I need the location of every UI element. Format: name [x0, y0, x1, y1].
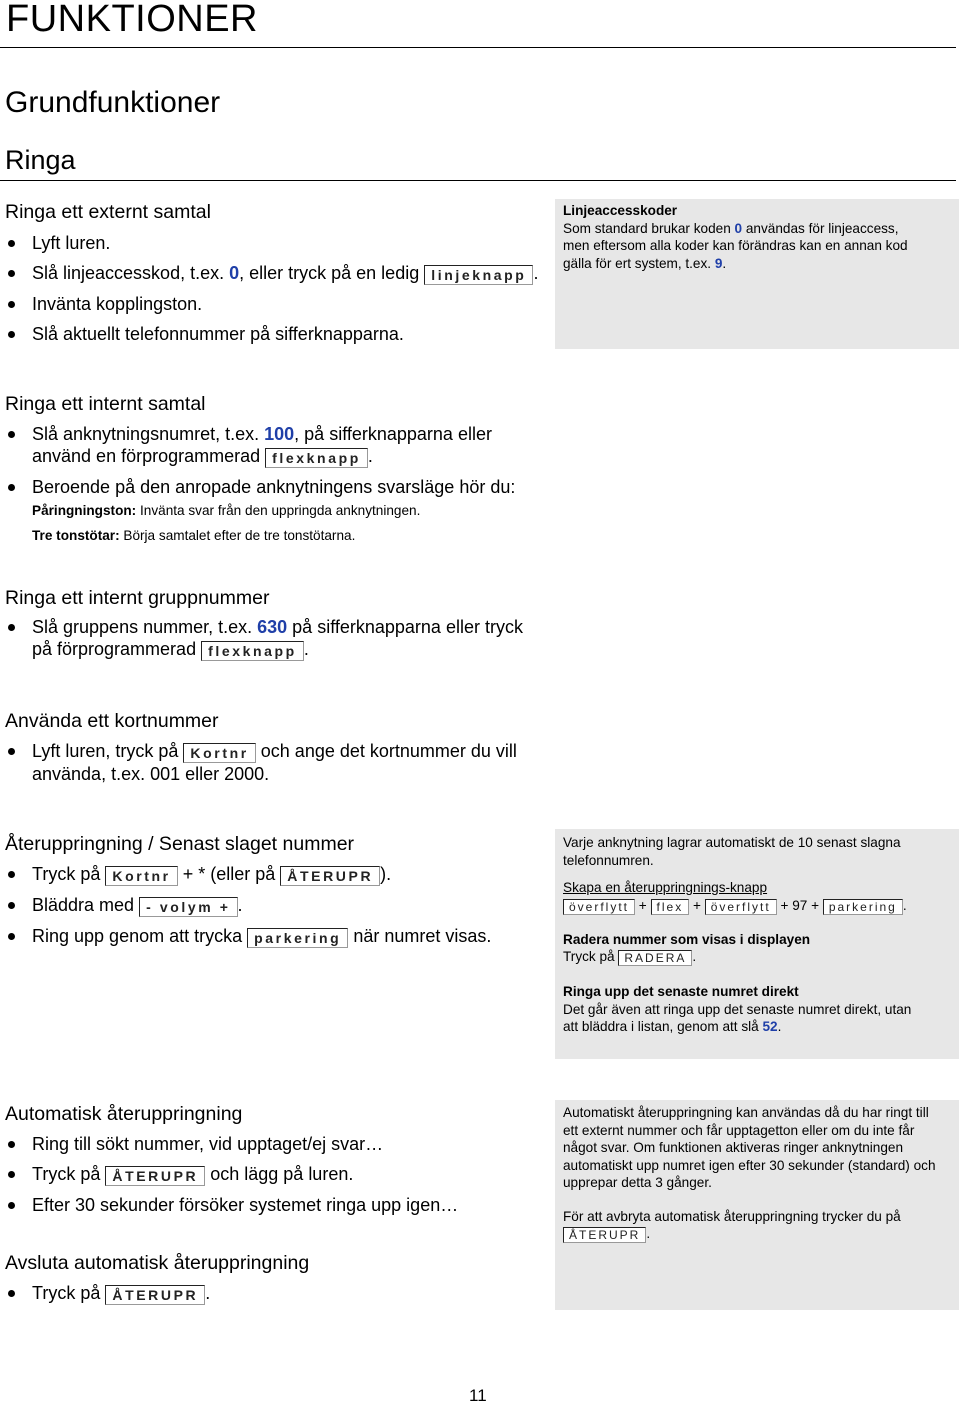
- list-item: Ring till sökt nummer, vid upptaget/ej svar…: [5, 1133, 458, 1155]
- external-call-list: [5, 232, 538, 353]
- short-number-heading: Använda ett kortnummer: [5, 710, 219, 732]
- auto-redial-list: [5, 1133, 458, 1224]
- list-item: Slå gruppens nummer, t.ex. 630 på sifferknapparna eller tryck på förprogrammerad flexknapp .: [5, 616, 523, 661]
- short-number-list: [5, 740, 517, 793]
- aterupr-key: ÅTERUPR: [105, 1285, 205, 1305]
- title-rule: [0, 47, 956, 48]
- flexknapp-key: flexknapp: [201, 641, 304, 661]
- flexknapp-key: flexknapp: [265, 448, 368, 468]
- list-item: Lyft luren.: [5, 232, 538, 254]
- overflytt-key: överflytt: [705, 899, 777, 915]
- list-item: Bläddra med - volym + .: [5, 894, 491, 917]
- internal-call-list: [5, 423, 515, 506]
- list-item: Slå linjeaccesskod, t.ex. 0, eller tryck på en ledig linjeknapp .: [5, 262, 538, 285]
- aterupr-key: ÅTERUPR: [105, 1166, 205, 1186]
- line-access-note: Linjeaccesskoder Som standard brukar koden 0 användas för linjeaccess, men eftersom alla koder kan förändras kan en annan kod gälla för ert system, t.ex. 9.: [555, 199, 959, 349]
- redial-heading: Återuppringning / Senast slaget nummer: [5, 833, 355, 855]
- aterupr-key: ÅTERUPR: [563, 1227, 646, 1243]
- list-item: Tryck på ÅTERUPR .: [5, 1282, 210, 1305]
- list-item: Beroende på den anropade anknytningens svarsläge hör du:: [5, 476, 515, 498]
- redial-note: Varje anknytning lagrar automatiskt de 10 senast slagna telefonnumren. Skapa en återuppringnings-knapp överflytt + flex + överflytt + 97 + parkering . Radera nummer som visas i displayen Tryck på RADERA . Ringa upp det senaste numret direkt Det går även att ringa upp det senaste numret direkt, utan att bläddra i listan, genom att slå 52.: [555, 829, 959, 1059]
- redial-list: [5, 863, 491, 956]
- group-call-list: [5, 616, 523, 669]
- list-item: Lyft luren, tryck på Kortnr och ange det kortnummer du vill använda, t.ex. 001 eller 2000.: [5, 740, 517, 785]
- cancel-auto-heading: Avsluta automatisk återuppringning: [5, 1252, 310, 1274]
- page-number: 11: [469, 1386, 487, 1403]
- list-item: Invänta kopplingston.: [5, 293, 538, 315]
- auto-redial-note: Automatiskt återuppringning kan användas då du har ringt till ett externt nummer och får upptagetton eller om du inte får något svar. Om funktionen aktiveras ringer anknytningen automatiskt upp numret igen efter 30 sekunder (standard) och upprepar detta 3 gånger. För att avbryta automatisk återuppringning trycker du på ÅTERUPR .: [555, 1100, 959, 1310]
- kortnr-key: Kortnr: [105, 866, 177, 886]
- flex-key: flex: [651, 899, 690, 915]
- parkering-key: parkering: [247, 928, 348, 948]
- list-item: Ring upp genom att trycka parkering när numret visas.: [5, 925, 491, 948]
- cancel-auto-list: [5, 1282, 210, 1313]
- volume-key: - volym +: [139, 897, 237, 917]
- page-title: FUNKTIONER: [6, 0, 258, 40]
- subtitle: Grundfunktioner: [5, 86, 221, 119]
- linjeknapp-key: linjeknapp: [424, 265, 533, 285]
- kortnr-key: Kortnr: [183, 743, 255, 763]
- list-item: Tryck på ÅTERUPR och lägg på luren.: [5, 1163, 458, 1186]
- ring-tone-text: Påringningston: Invänta svar från den uppringda anknytningen.: [32, 503, 421, 518]
- tone-bursts-text: Tre tonstötar: Börja samtalet efter de tre tonstötarna.: [32, 528, 356, 543]
- group-call-heading: Ringa ett internt gruppnummer: [5, 587, 270, 609]
- section-rule: [0, 180, 956, 181]
- external-call-heading: Ringa ett externt samtal: [5, 201, 211, 223]
- list-item: Slå anknytningsnumret, t.ex. 100, på sifferknapparna eller använd en förprogrammerad flexknapp .: [5, 423, 515, 468]
- list-item: Slå aktuellt telefonnummer på sifferknapparna.: [5, 323, 538, 345]
- aterupr-key: ÅTERUPR: [280, 866, 380, 886]
- list-item: Efter 30 sekunder försöker systemet ringa upp igen…: [5, 1194, 458, 1216]
- internal-call-heading: Ringa ett internt samtal: [5, 393, 206, 415]
- section-heading: Ringa: [5, 145, 76, 175]
- auto-redial-heading: Automatisk återuppringning: [5, 1103, 243, 1125]
- parkering-key: parkering: [823, 899, 903, 915]
- list-item: Tryck på Kortnr + * (eller på ÅTERUPR ).: [5, 863, 491, 886]
- radera-key: RADERA: [618, 950, 692, 966]
- overflytt-key: överflytt: [563, 899, 635, 915]
